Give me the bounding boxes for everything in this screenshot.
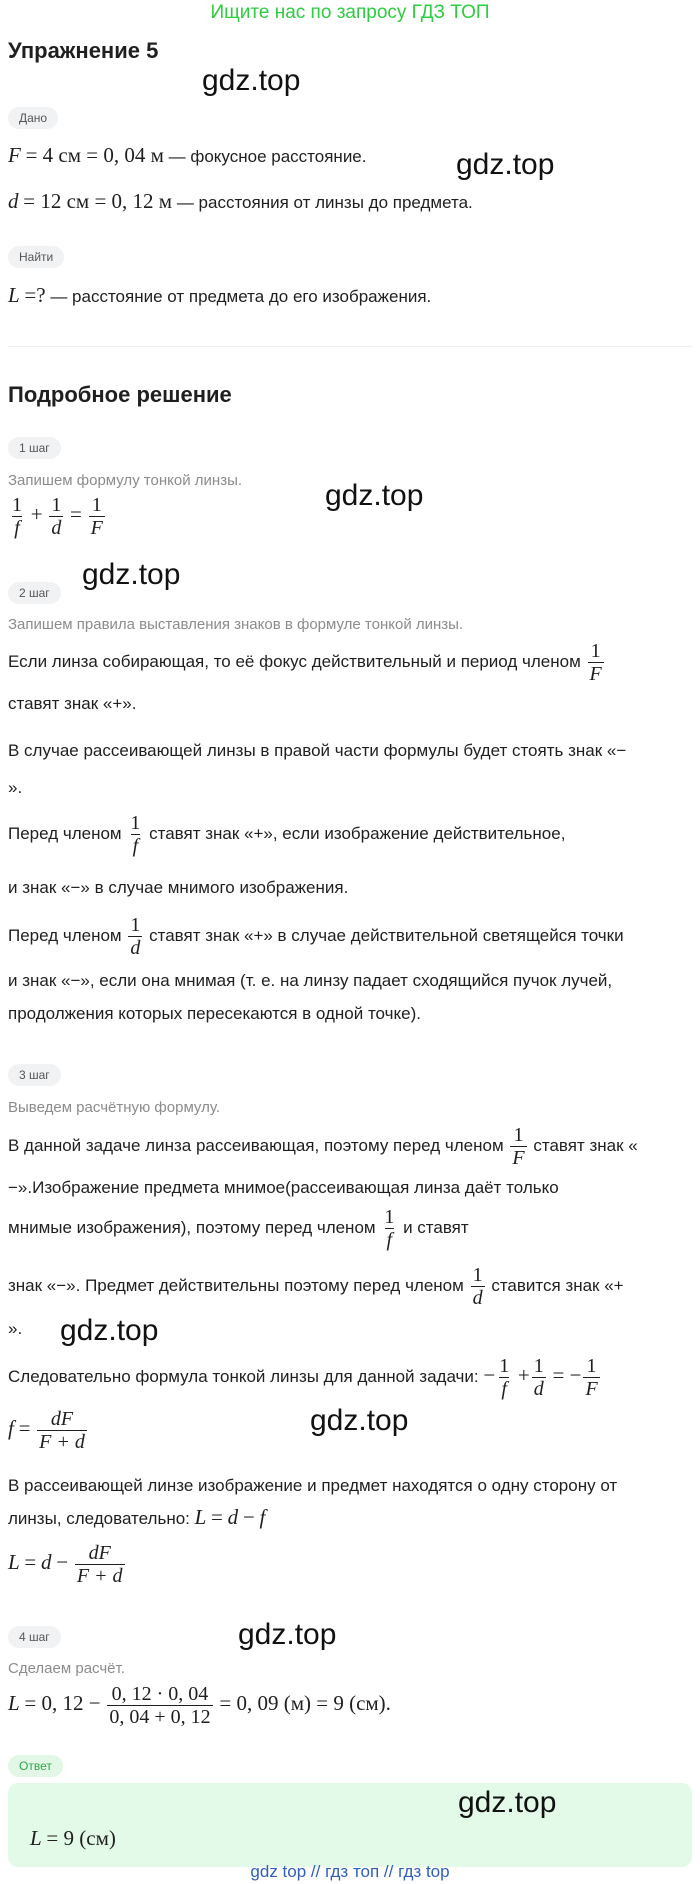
footer-links[interactable]: gdz top // гдз топ // гдз top [250,1862,450,1881]
watermark: gdz.top [238,1618,337,1651]
step-3 [8,1064,61,1086]
step-3-text-4: знак «−». Предмет действительны поэтому перед членом $\frac{1}{d}$ ставится знак «+ [8,1264,624,1309]
watermark: gdz.top [456,148,555,181]
step-2-text-3: В случае рассеивающей линзы в правой части формулы будет стоять знак «− [8,741,627,760]
step-3-text-1: В данной задаче линза рассеивающая, поэтому перед членом $\frac{1}{F}$ ставят знак « [8,1124,638,1169]
step-2-text-5: Перед членом $\frac{1}{f}$ ставят знак «+», если изображение действительное, [8,812,566,857]
answer-box [8,1783,692,1867]
solution-title: Подробное решение [8,382,232,407]
step-4-hint: Сделаем расчёт. [8,1660,125,1677]
find-section [8,246,64,268]
watermark: gdz.top [325,479,424,512]
step-1-badge: 1 шаг [8,437,61,459]
find-badge: Найти [8,246,64,268]
watermark: gdz.top [202,64,301,97]
answer-value: L = 9 (см) [30,1826,116,1850]
given-line1-desc: — фокусное расстояние. [168,147,367,166]
step-2-text-8: и знак «−», если она мнимая (т. е. на линзу падает сходящийся пучок лучей, [8,971,613,990]
step-3-badge: 3 шаг [8,1064,61,1086]
step-2-badge: 2 шаг [8,582,61,604]
given-focal-length: F = 4 см = 0, 04 м — фокусное расстояние. [8,143,367,167]
step-2 [8,582,61,604]
thin-lens-formula: $\frac{1}{f}$ + $\frac{1}{d}$ = $\frac{1}{F}$ [12,494,103,539]
step-2-text-6: и знак «−» в случае мнимого изображения. [8,878,349,897]
image-distance-formula: f = $\frac{dF}{F + d}$ [8,1408,85,1453]
section-divider [8,346,692,347]
step-2-hint: Запишем правила выставления знаков в формуле тонкой линзы. [8,616,464,633]
step-3-text-5: ». [8,1319,23,1338]
watermark: gdz.top [82,558,181,591]
step-1 [8,437,61,459]
step-3-text-3: мнимые изображения), поэтому перед членом $\frac{1}{f}$ и ставят [8,1206,469,1251]
answer-badge: Ответ [8,1755,63,1777]
step-4-badge: 4 шаг [8,1626,61,1648]
step-3-text-2: −».Изображение предмета мнимое(рассеивающая линза даёт только [8,1178,559,1197]
given-object-distance: d = 12 см = 0, 12 м — расстояния от линзы до предмета. [8,189,473,213]
step-3-text-6: В рассеивающей линзе изображение и предмет находятся о одну сторону от [8,1476,618,1495]
find-line: L =? — расстояние от предмета до его изображения. [8,283,432,307]
step-3-text-7: линзы, следовательно: L = d − f [8,1505,266,1529]
step-4 [8,1626,61,1648]
answer-section [8,1755,63,1777]
given-line2-desc: — расстояния от линзы до предмета. [176,193,473,212]
calculation: L = 0, 12 − $\frac{0, 12 \cdot 0, 04}{0, 04 + 0, 12}$ = 0, 09 (м) = 9 (см). [8,1683,391,1728]
step-1-hint: Запишем формулу тонкой линзы. [8,472,243,489]
step-2-text-9: продолжения которых пересекаются в одной точке). [8,1004,421,1023]
step-2-text-2: ставят знак «+». [8,694,137,713]
watermark: gdz.top [458,1786,557,1819]
header-search-link[interactable]: Ищите нас по запросу ГДЗ ТОП [210,2,490,23]
find-desc: — расстояние от предмета до его изображения. [50,287,432,306]
watermark: gdz.top [310,1404,409,1437]
step-2-text-7: Перед членом $\frac{1}{d}$ ставят знак «+» в случае действительной светящейся точки [8,914,624,959]
step-3-hint: Выведем расчётную формулу. [8,1099,221,1116]
watermark: gdz.top [60,1314,159,1347]
given-badge: Дано [8,107,58,129]
given-section [8,107,58,129]
step-2-text-1: Если линза собирающая, то её фокус действительный и период членом $\frac{1}{F}$ [8,640,602,685]
distance-formula: L = d − $\frac{dF}{F + d}$ [8,1542,123,1587]
exercise-title: Упражнение 5 [8,38,159,63]
step-3-lens-formula: Следовательно формула тонкой линзы для данной задачи: − $\frac{1}{f}$ + $\frac{1}{d}$ = − $\frac{1}{F}$ [8,1355,598,1400]
step-2-text-4: ». [8,778,23,797]
